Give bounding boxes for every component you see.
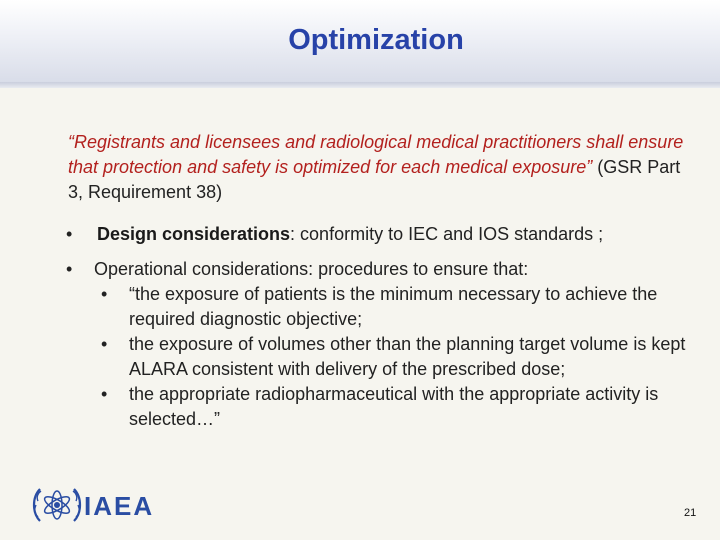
sub-bullet-item (101, 332, 689, 382)
quote-text: “Registrants and licensees and radiological medical practitioners shall ensure that protection and safety is optimized for each medical exposure” (68, 132, 684, 177)
sub-bullet-item (101, 382, 689, 432)
bullet-dot: • (66, 259, 73, 279)
sub-bullet-dot: • (101, 284, 108, 304)
logo-text: IAEA (84, 491, 155, 521)
sub-bullet-text: “the exposure of patients is the minimum necessary to achieve the required diagnostic objective; (129, 284, 658, 329)
quote-block (68, 130, 688, 205)
sub-bullet-item (101, 282, 689, 332)
sub-bullet-text: the exposure of volumes other than the planning target volume is kept ALARA consistent with delivery of the prescribed dose; (129, 334, 686, 379)
page-number: 21 (684, 507, 697, 519)
operational-text: Operational considerations: procedures to ensure that: (94, 259, 529, 279)
design-text: : conformity to IEC and IOS standards ; (290, 224, 604, 244)
sub-bullet-text: the appropriate radiopharmaceutical with the appropriate activity is selected…” (129, 384, 659, 429)
design-label: Design considerations (97, 224, 291, 244)
bullet-design (66, 222, 706, 246)
slide-title: Optimization (288, 24, 464, 56)
bullet-operational (66, 257, 706, 432)
bullet-dot: • (66, 224, 73, 244)
sub-bullet-dot: • (101, 384, 108, 404)
header-divider (0, 82, 720, 88)
sub-bullet-dot: • (101, 334, 108, 354)
quote-reference: (GSR Part 3, Requirement 38) (68, 157, 681, 202)
